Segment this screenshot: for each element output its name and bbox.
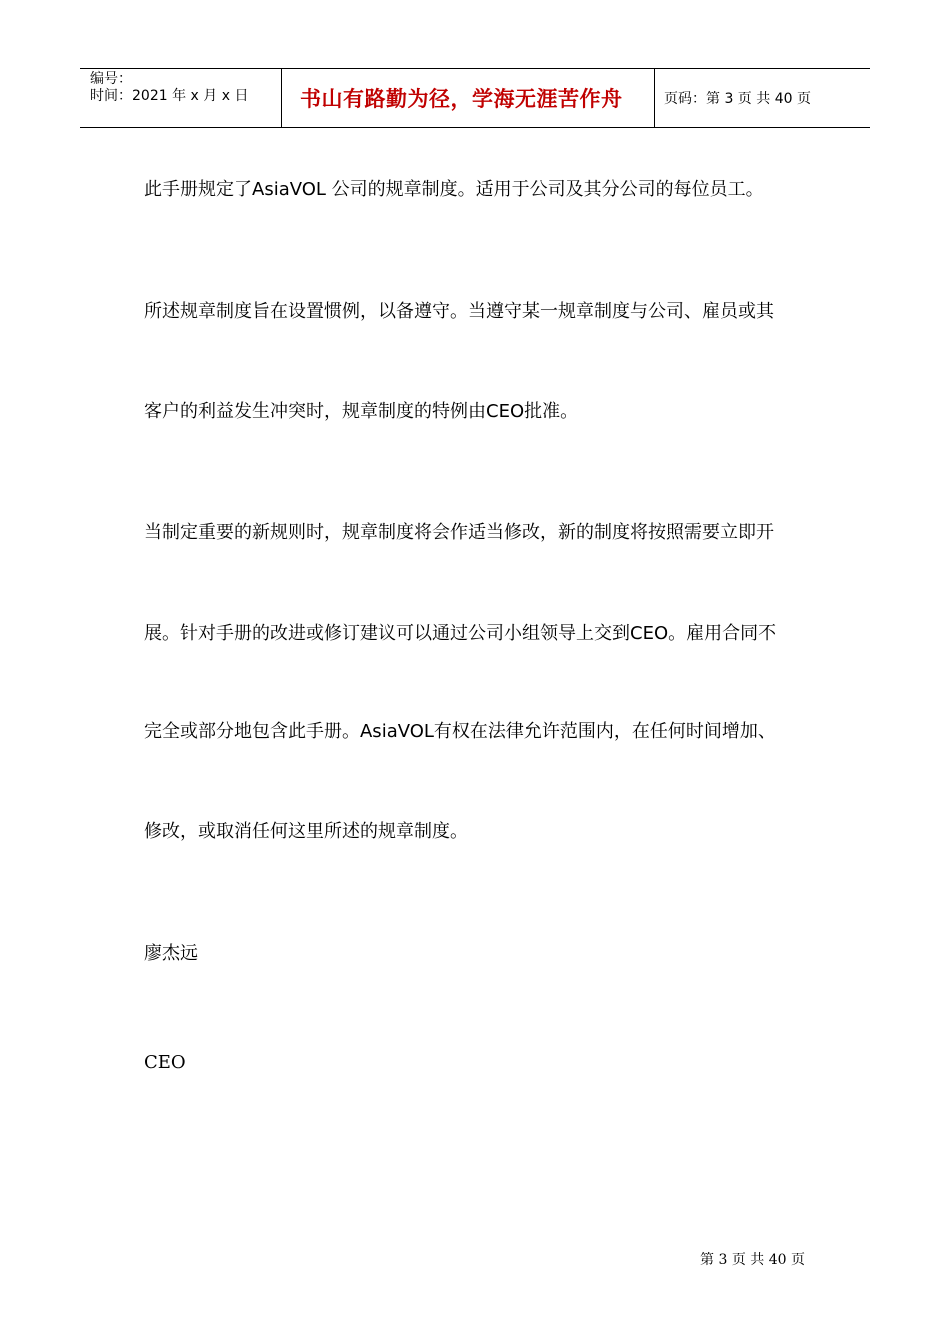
body-line-2: 所述规章制度旨在设置惯例，以备遵守。当遵守某一规章制度与公司、雇员或其 bbox=[144, 301, 774, 322]
page-header bbox=[80, 68, 870, 128]
body-line-4: 当制定重要的新规则时，规章制度将会作适当修改，新的制度将按照需要立即开 bbox=[144, 522, 774, 543]
body-line-3: 客户的利益发生冲突时，规章制度的特例由CEO批准。 bbox=[144, 401, 579, 422]
body-line-1: 此手册规定了AsiaVOL 公司的规章制度。适用于公司及其分公司的每位员工。 bbox=[144, 179, 764, 200]
header-page-number: 页码：第 3 页 共 40 页 bbox=[664, 91, 811, 107]
document-number-label: 编号： bbox=[90, 71, 132, 87]
signature-title: CEO bbox=[144, 1052, 186, 1073]
header-info-cell bbox=[80, 69, 282, 127]
body-line-6: 完全或部分地包含此手册。AsiaVOL有权在法律允许范围内，在任何时间增加、 bbox=[144, 721, 776, 742]
page-footer: 第 3 页 共 40 页 bbox=[700, 1252, 805, 1268]
document-time-label: 时间：2021 年 x 月 x 日 bbox=[90, 88, 249, 104]
signature-name: 廖杰远 bbox=[144, 943, 198, 964]
header-motto: 书山有路勤为径，学海无涯苦作舟 bbox=[282, 69, 655, 127]
body-line-7: 修改，或取消任何这里所述的规章制度。 bbox=[144, 821, 468, 842]
body-line-5: 展。针对手册的改进或修订建议可以通过公司小组领导上交到CEO。雇用合同不 bbox=[144, 623, 777, 644]
